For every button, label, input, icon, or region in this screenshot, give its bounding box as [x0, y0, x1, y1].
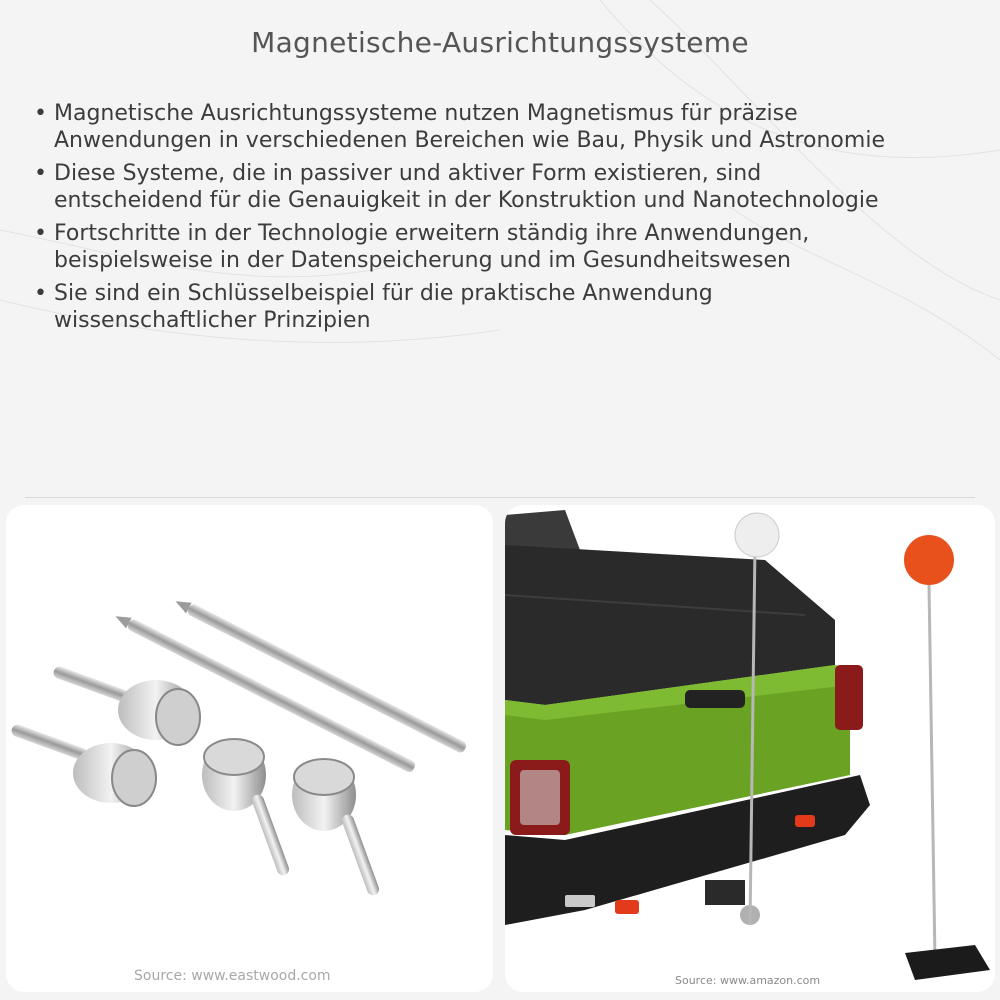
image-truck-alignment	[505, 505, 995, 992]
pins-illustration	[6, 505, 493, 992]
white-ball-marker	[735, 513, 779, 557]
bullet-item: • Magnetische Ausrichtungssysteme nutzen Magnetismus für präzise Anwendungen in verschiedenen Bereichen wie Bau, Physik und Astronomie	[34, 100, 914, 154]
orange-ball-marker	[904, 535, 954, 585]
magnet-pin	[10, 723, 156, 806]
image-magnetic-pins	[6, 505, 493, 992]
section-divider	[25, 497, 975, 498]
bullet-item: • Sie sind ein Schlüsselbeispiel für die praktische Anwendung wissenschaftlicher Prinzipien	[34, 280, 914, 334]
bullet-item: • Fortschritte in der Technologie erweitern ständig ihre Anwendungen, beispielsweise in der Datenspeicherung und im Gesundheitswesen	[34, 220, 914, 274]
bullet-item: • Diese Systeme, die in passiver und aktiver Form existieren, sind entscheidend für die Genauigkeit in der Konstruktion und Nanotechnologie	[34, 160, 914, 214]
tailgate-handle	[685, 690, 745, 708]
magnet-pin	[202, 739, 291, 877]
magnet-pin	[292, 759, 381, 897]
bullet-list	[34, 100, 914, 340]
image-source-caption: Source: www.eastwood.com	[134, 968, 331, 984]
truck-illustration	[505, 505, 995, 992]
image-source-caption: Source: www.amazon.com	[675, 974, 821, 987]
page-title: Magnetische-Ausrichtungssysteme	[251, 26, 749, 59]
tail-light	[835, 665, 863, 730]
magnet-pin	[52, 665, 200, 745]
trailer-hitch	[705, 880, 745, 905]
drill-bit	[173, 596, 468, 754]
